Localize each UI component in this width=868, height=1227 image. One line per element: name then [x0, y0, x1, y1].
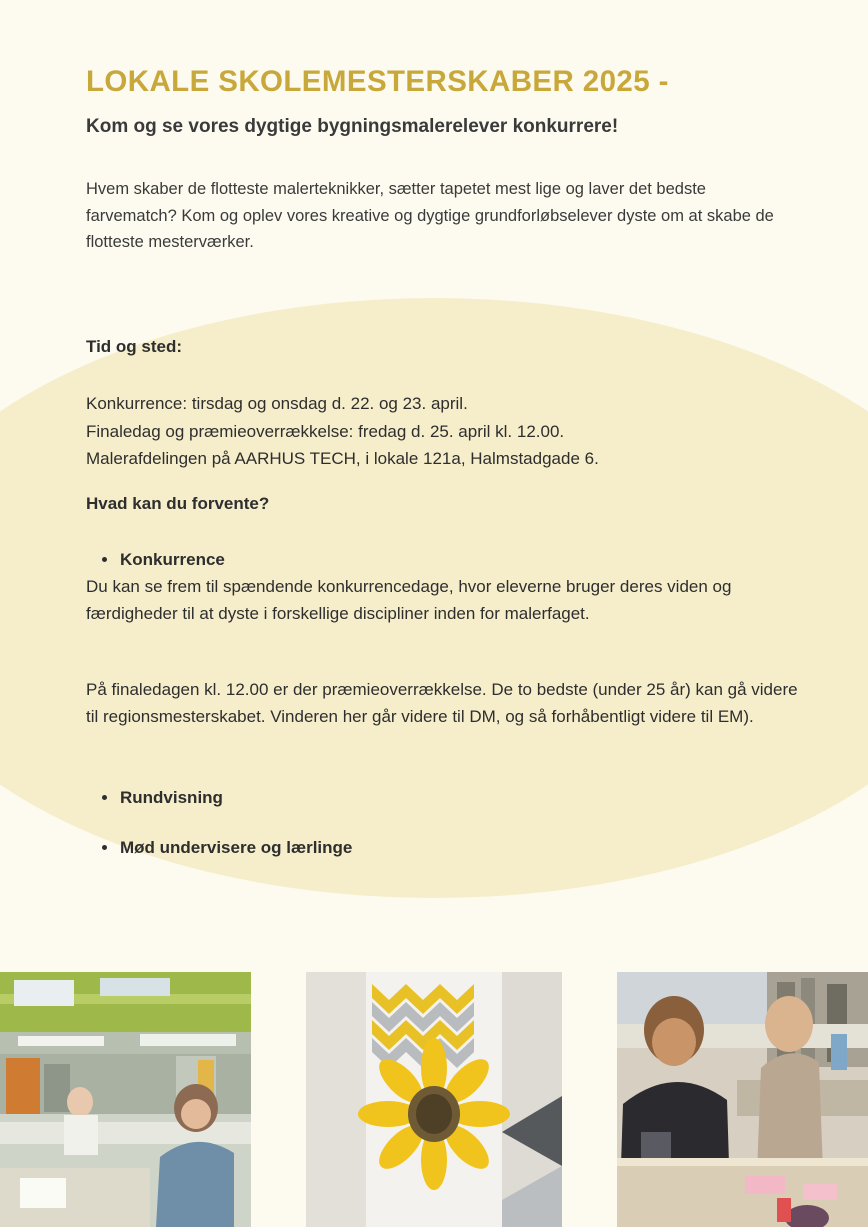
students-at-table-photo	[617, 972, 868, 1227]
sunflower-wall-decoration-photo	[306, 972, 562, 1227]
time-place-line: Konkurrence: tirsdag og onsdag d. 22. og 23. april.	[86, 394, 468, 413]
students-at-table-graphic	[617, 972, 868, 1227]
time-place-block	[86, 390, 826, 473]
bullet-list-competition	[86, 548, 225, 572]
time-place-line: Malerafdelingen på AARHUS TECH, i lokale 121a, Halmstadgade 6.	[86, 449, 599, 469]
list-item: Konkurrence	[86, 548, 225, 572]
intro-paragraph: Hvem skaber de flotteste malerteknikker, sætter tapetet mest lige og laver det bedste farvematch? Kom og oplev vores kreative og dygtige grundforløbselever dyste om at skabe de flotteste mesterværker.	[86, 180, 774, 252]
competition-paragraph: Du kan se frem til spændende konkurrencedage, hvor eleverne bruger deres viden og færdigheder til at dyste i forskellige discipliner inden for malerfaget.	[86, 577, 732, 624]
photo-strip	[0, 972, 868, 1227]
expectations-heading: Hvad kan du forvente?	[86, 494, 270, 513]
time-place-heading: Tid og sted:	[86, 337, 183, 356]
workshop-students-photo-graphic	[0, 972, 251, 1227]
bullet-list-meet	[86, 836, 352, 860]
workshop-students-photo	[0, 972, 251, 1227]
list-item: Rundvisning	[86, 786, 223, 810]
bullet-list-tour	[86, 786, 223, 810]
page-subtitle: Kom og se vores dygtige bygningsmalerelever konkurrere!	[86, 116, 619, 137]
page-title: LOKALE SKOLEMESTERSKABER 2025 -	[86, 65, 669, 98]
final-day-paragraph: På finaledagen kl. 12.00 er der præmieoverrækkelse. De to bedste (under 25 år) kan gå videre til regionsmesterskabet. Vinderen her går videre til DM, og så forhåbentligt videre til EM).	[86, 680, 798, 727]
sunflower-wall-graphic	[306, 972, 562, 1227]
list-item: Mød undervisere og lærlinge	[86, 836, 352, 860]
time-place-line: Finaledag og præmieoverrækkelse: fredag d. 25. april kl. 12.00.	[86, 421, 565, 441]
